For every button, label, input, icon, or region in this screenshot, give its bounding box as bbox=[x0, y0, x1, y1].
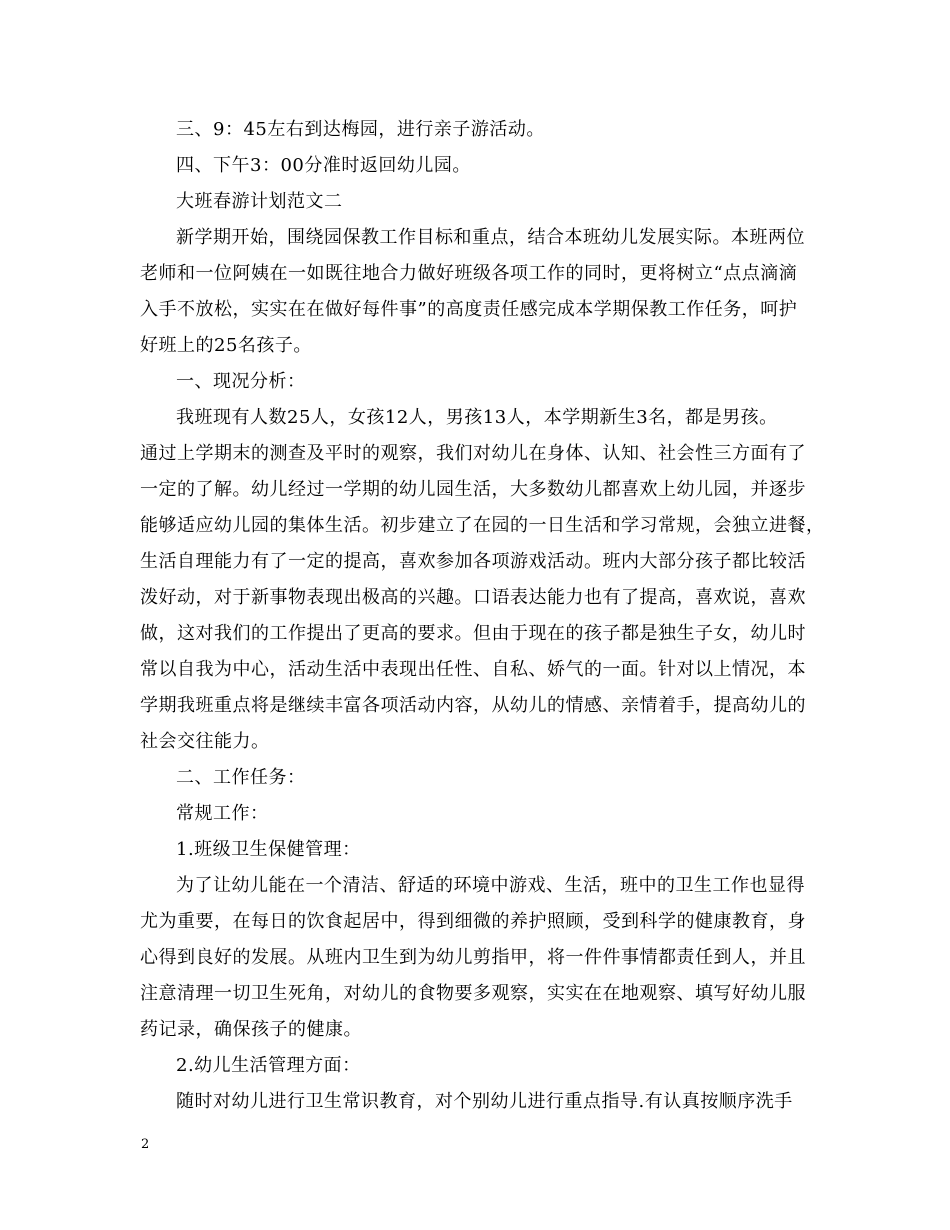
text-line: 常以自我为中心，活动生活中表现出任性、自私、娇气的一面。针对以上情况，本 bbox=[140, 659, 806, 680]
text-line: 为了让幼儿能在一个清洁、舒适的环境中游戏、生活，班中的卫生工作也显得 bbox=[176, 875, 805, 896]
text-line: 尤为重要，在每日的饮食起居中，得到细微的养护照顾，受到科学的健康教育，身 bbox=[140, 911, 806, 932]
text-line: 能够适应幼儿园的集体生活。初步建立了在园的一日生活和学习常规，会独立进餐， bbox=[140, 515, 825, 536]
text-line: 新学期开始，围绕园保教工作目标和重点，结合本班幼儿发展实际。本班两位 bbox=[176, 227, 805, 248]
text-line: 做，这对我们的工作提出了更高的要求。但由于现在的孩子都是独生子女，幼儿时 bbox=[140, 623, 806, 644]
text-line: 大班春游计划范文二 bbox=[176, 191, 343, 212]
text-line: 一、现况分析： bbox=[176, 371, 306, 392]
text-line: 我班现有人数25人，女孩12人，男孩13人，本学期新生3名，都是男孩。 bbox=[176, 407, 778, 428]
text-line: 药记录，确保孩子的健康。 bbox=[140, 1019, 362, 1040]
text-line: 三、9：45左右到达梅园，进行亲子游活动。 bbox=[176, 119, 545, 140]
text-line: 学期我班重点将是继续丰富各项活动内容，从幼儿的情感、亲情着手，提高幼儿的 bbox=[140, 695, 806, 716]
text-line: 二、工作任务： bbox=[176, 767, 306, 788]
text-line: 社会交往能力。 bbox=[140, 731, 270, 752]
text-line: 心得到良好的发展。从班内卫生到为幼儿剪指甲，将一件件事情都责任到人，并且 bbox=[140, 947, 806, 968]
text-line: 常规工作： bbox=[176, 803, 269, 824]
text-line: 老师和一位阿姨在一如既往地合力做好班级各项工作的同时，更将树立“点点滴滴 bbox=[140, 263, 798, 284]
text-line: 四、下午3：00分准时返回幼儿园。 bbox=[176, 155, 471, 176]
text-line: 注意清理一切卫生死角，对幼儿的食物要多观察，实实在在地观察、填写好幼儿服 bbox=[140, 983, 806, 1004]
page-number: 2 bbox=[141, 1137, 150, 1152]
text-line: 泼好动，对于新事物表现出极高的兴趣。口语表达能力也有了提高，喜欢说，喜欢 bbox=[140, 587, 806, 608]
text-line: 通过上学期末的测查及平时的观察，我们对幼儿在身体、认知、社会性三方面有了 bbox=[140, 443, 806, 464]
text-line: 一定的了解。幼儿经过一学期的幼儿园生活，大多数幼儿都喜欢上幼儿园，并逐步 bbox=[140, 479, 806, 500]
document-body bbox=[140, 112, 825, 1120]
text-line: 2.幼儿生活管理方面： bbox=[176, 1055, 361, 1076]
text-line: 随时对幼儿进行卫生常识教育，对个别幼儿进行重点指导.有认真按顺序洗手 bbox=[176, 1091, 793, 1112]
text-line: 1.班级卫生保健管理： bbox=[176, 839, 361, 860]
text-line: 入手不放松，实实在在做好每件事”的高度责任感完成本学期保教工作任务，呵护 bbox=[140, 299, 798, 320]
text-line: 好班上的25名孩子。 bbox=[140, 335, 312, 356]
text-line: 生活自理能力有了一定的提高，喜欢参加各项游戏活动。班内大部分孩子都比较活 bbox=[140, 551, 806, 572]
